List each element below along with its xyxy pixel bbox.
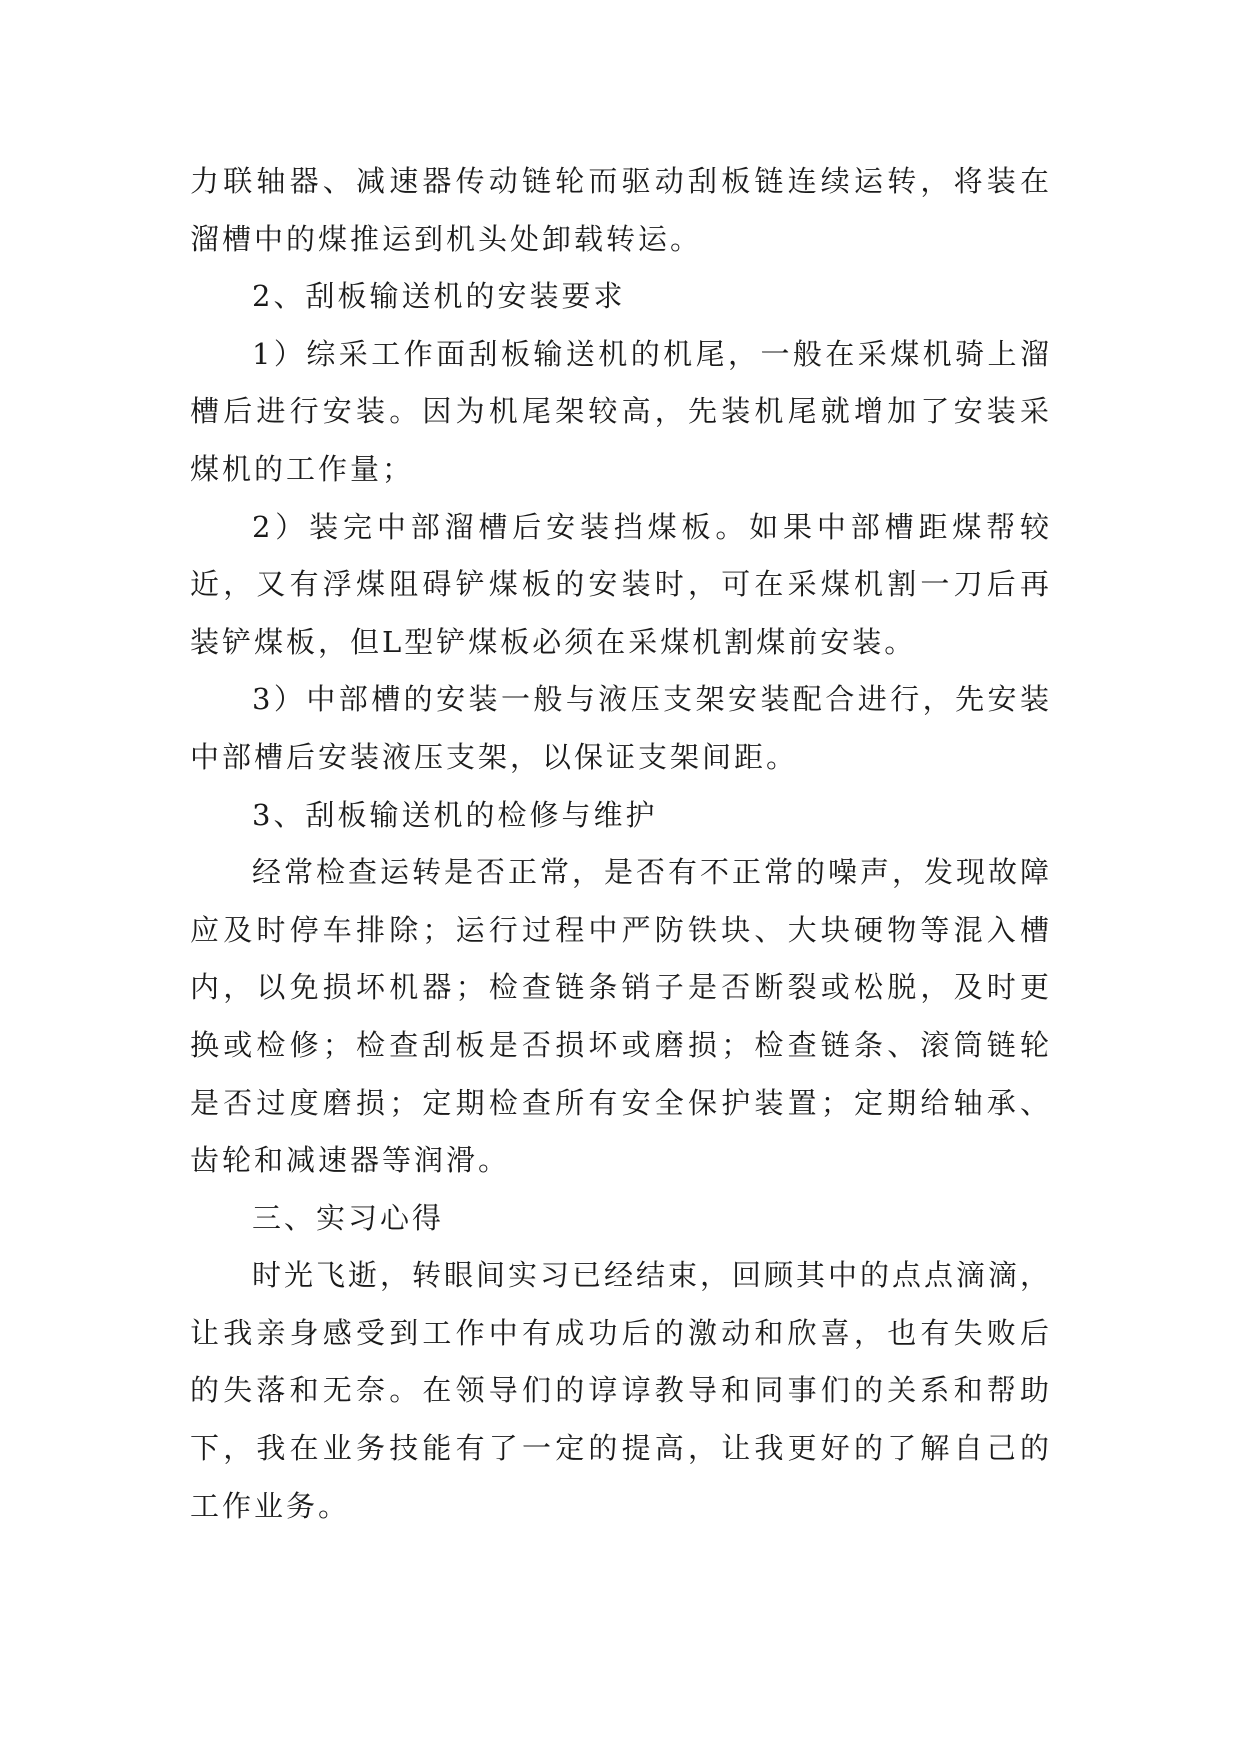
paragraph-item-1: 1）综采工作面刮板输送机的机尾，一般在采煤机骑上溜槽后进行安装。因为机尾架较高，先装机尾就增加了安装采煤机的工作量；	[190, 336, 1052, 486]
paragraph-continuation: 力联轴器、减速器传动链轮而驱动刮板链连续运转，将装在溜槽中的煤推运到机头处卸载转运。	[190, 164, 1052, 256]
paragraph-reflection: 时光飞逝，转眼间实习已经结束，回顾其中的点点滴滴，让我亲身感受到工作中有成功后的激动和欣喜，也有失败后的失落和无奈。在领导们的谆谆教导和同事们的关系和帮助下，我在业务技能有了一定的提高，让我更好的了解自己的工作业务。	[190, 1258, 1053, 1523]
paragraph-maintenance: 经常检查运转是否正常，是否有不正常的噪声，发现故障应及时停车排除；运行过程中严防铁块、大块硬物等混入槽内，以免损坏机器；检查链条销子是否断裂或松脱，及时更换或检修；检查刮板是否损坏或磨损；检查链条、滚筒链轮是否过度磨损；定期检查所有安全保护装置；定期给轴承、齿轮和减速器等润滑。	[190, 855, 1053, 1178]
paragraph-item-2: 2）装完中部溜槽后安装挡煤板。如果中部槽距煤帮较近，又有浮煤阻碍铲煤板的安装时，可在采煤机割一刀后再装铲煤板，但L型铲煤板必须在采煤机割煤前安装。	[190, 509, 1052, 659]
section-heading-reflection: 三、实习心得	[252, 1200, 445, 1235]
document-body	[190, 153, 1052, 1535]
section-heading-maintenance: 3、刮板输送机的检修与维护	[252, 797, 658, 832]
paragraph-item-3: 3）中部槽的安装一般与液压支架安装配合进行，先安装中部槽后安装液压支架，以保证支架间距。	[190, 682, 1052, 774]
section-heading-installation: 2、刮板输送机的安装要求	[252, 279, 626, 314]
